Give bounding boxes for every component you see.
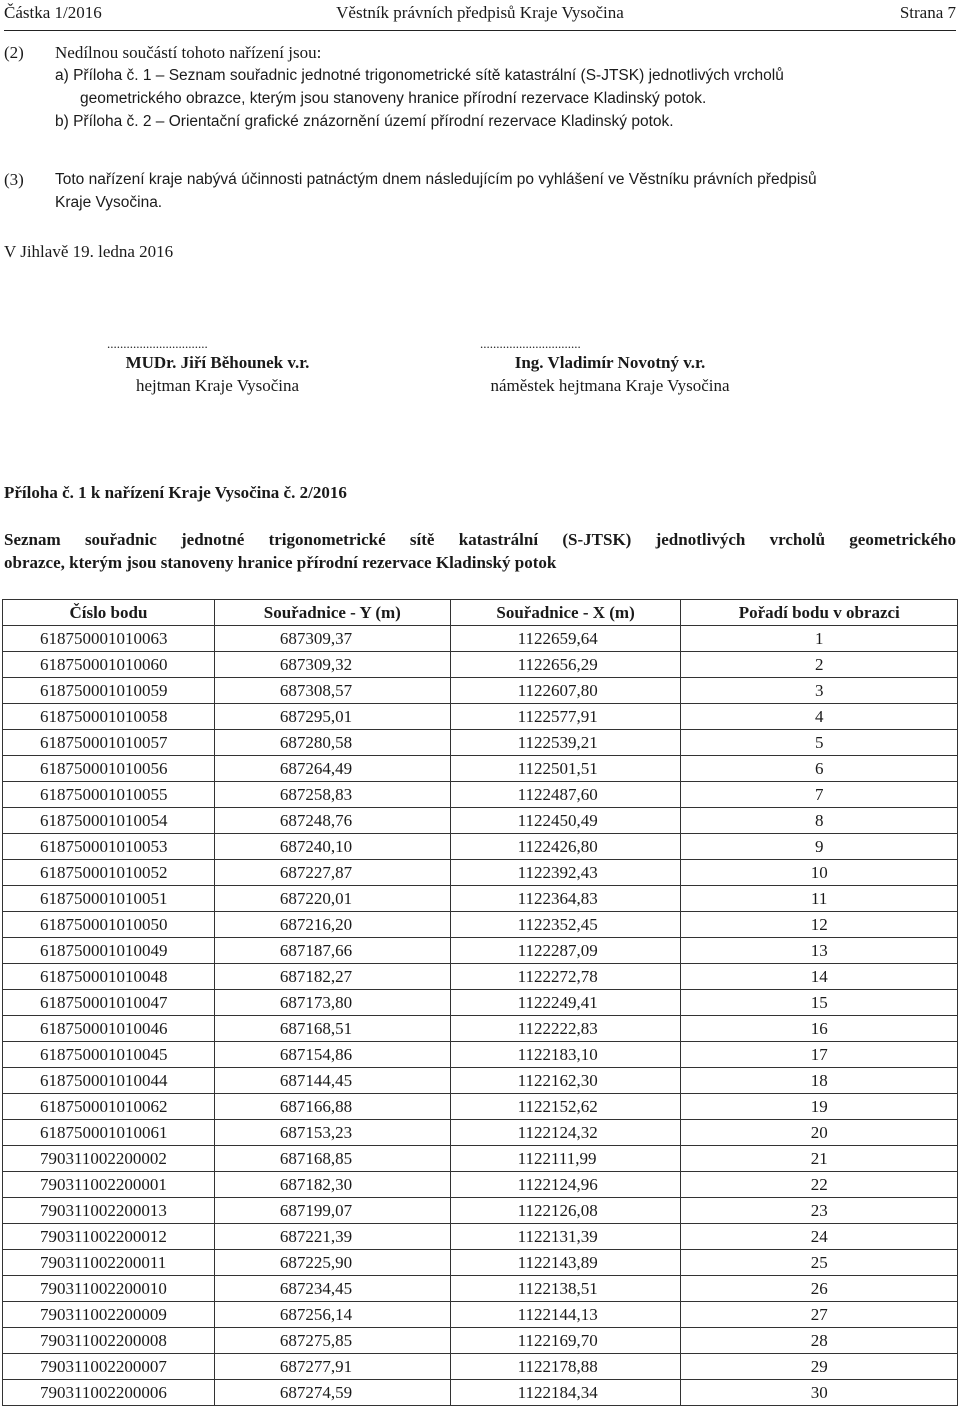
point-number-cell: 790311002200006: [3, 1380, 215, 1406]
x-coordinate-cell: 1122183,10: [450, 1042, 681, 1068]
table-row: [3, 1198, 958, 1224]
header-point-number: Číslo bodu: [3, 600, 215, 626]
point-order-cell: 5: [681, 730, 958, 756]
y-coordinate-cell: 687225,90: [214, 1250, 450, 1276]
table-row: [3, 1016, 958, 1042]
y-coordinate-cell: 687240,10: [214, 834, 450, 860]
y-coordinate-cell: 687275,85: [214, 1328, 450, 1354]
x-coordinate-cell: 1122352,45: [450, 912, 681, 938]
y-coordinate-cell: 687295,01: [214, 704, 450, 730]
signature-2-dots: ...............................: [480, 336, 581, 351]
x-coordinate-cell: 1122249,41: [450, 990, 681, 1016]
item-a-line-1: a) Příloha č. 1 – Seznam souřadnic jednotné trigonometrické sítě katastrální (S-JTSK) jednotlivých vrcholů: [55, 67, 784, 84]
signature-1-role: hejtman Kraje Vysočina: [135, 376, 300, 395]
table-row: [3, 860, 958, 886]
point-order-cell: 9: [681, 834, 958, 860]
point-order-cell: 7: [681, 782, 958, 808]
x-coordinate-cell: 1122178,88: [450, 1354, 681, 1380]
table-row: [3, 990, 958, 1016]
point-number-cell: 618750001010054: [3, 808, 215, 834]
header-point-order: Pořadí bodu v obrazci: [681, 600, 958, 626]
y-coordinate-cell: 687144,45: [214, 1068, 450, 1094]
x-coordinate-cell: 1122138,51: [450, 1276, 681, 1302]
point-order-cell: 6: [681, 756, 958, 782]
x-coordinate-cell: 1122184,34: [450, 1380, 681, 1406]
point-number-cell: 618750001010049: [3, 938, 215, 964]
x-coordinate-cell: 1122450,49: [450, 808, 681, 834]
point-order-cell: 30: [681, 1380, 958, 1406]
point-number-cell: 618750001010055: [3, 782, 215, 808]
x-coordinate-cell: 1122577,91: [450, 704, 681, 730]
point-number-cell: 790311002200013: [3, 1198, 215, 1224]
x-coordinate-cell: 1122144,13: [450, 1302, 681, 1328]
point-number-cell: 618750001010048: [3, 964, 215, 990]
y-coordinate-cell: 687309,32: [214, 652, 450, 678]
annex-subtitle-line-1: Seznam souřadnic jednotné trigonometrické sítě katastrální (S-JTSK) jednotlivých vrcholů geometrického: [4, 530, 956, 549]
y-coordinate-cell: 687234,45: [214, 1276, 450, 1302]
x-coordinate-cell: 1122607,80: [450, 678, 681, 704]
section-2-body: [55, 41, 956, 133]
table-row: [3, 652, 958, 678]
point-order-cell: 18: [681, 1068, 958, 1094]
table-row: [3, 1094, 958, 1120]
table-row: [3, 1068, 958, 1094]
table-row: [3, 1172, 958, 1198]
point-order-cell: 24: [681, 1224, 958, 1250]
x-coordinate-cell: 1122169,70: [450, 1328, 681, 1354]
point-order-cell: 15: [681, 990, 958, 1016]
x-coordinate-cell: 1122364,83: [450, 886, 681, 912]
point-order-cell: 1: [681, 626, 958, 652]
point-number-cell: 618750001010051: [3, 886, 215, 912]
table-row: [3, 1120, 958, 1146]
signature-1-dots: ...............................: [107, 336, 208, 351]
point-number-cell: 790311002200002: [3, 1146, 215, 1172]
annex-subtitle-line-2: obrazce, kterým jsou stanoveny hranice přírodní rezervace Kladinský potok: [4, 553, 557, 572]
y-coordinate-cell: 687168,85: [214, 1146, 450, 1172]
issue-number: Částka 1/2016: [4, 3, 102, 22]
point-number-cell: 618750001010052: [3, 860, 215, 886]
journal-title: Věstník právních předpisů Kraje Vysočina: [336, 3, 624, 22]
point-order-cell: 20: [681, 1120, 958, 1146]
y-coordinate-cell: 687274,59: [214, 1380, 450, 1406]
point-order-cell: 2: [681, 652, 958, 678]
table-row: [3, 808, 958, 834]
table-row: [3, 678, 958, 704]
point-number-cell: 618750001010045: [3, 1042, 215, 1068]
y-coordinate-cell: 687187,66: [214, 938, 450, 964]
table-row: [3, 1328, 958, 1354]
table-row: [3, 912, 958, 938]
point-number-cell: 618750001010059: [3, 678, 215, 704]
page-header: [4, 3, 956, 29]
x-coordinate-cell: 1122392,43: [450, 860, 681, 886]
header-x-coordinate: Souřadnice - X (m): [450, 600, 681, 626]
y-coordinate-cell: 687154,86: [214, 1042, 450, 1068]
x-coordinate-cell: 1122152,62: [450, 1094, 681, 1120]
y-coordinate-cell: 687173,80: [214, 990, 450, 1016]
point-number-cell: 618750001010044: [3, 1068, 215, 1094]
x-coordinate-cell: 1122143,89: [450, 1250, 681, 1276]
x-coordinate-cell: 1122501,51: [450, 756, 681, 782]
y-coordinate-cell: 687264,49: [214, 756, 450, 782]
x-coordinate-cell: 1122272,78: [450, 964, 681, 990]
y-coordinate-cell: 687168,51: [214, 1016, 450, 1042]
table-row: [3, 1042, 958, 1068]
y-coordinate-cell: 687220,01: [214, 886, 450, 912]
point-order-cell: 4: [681, 704, 958, 730]
header-y-coordinate: Souřadnice - Y (m): [214, 600, 450, 626]
point-order-cell: 23: [681, 1198, 958, 1224]
header-rule: [4, 30, 956, 31]
table-row: [3, 1276, 958, 1302]
point-order-cell: 17: [681, 1042, 958, 1068]
point-number-cell: 618750001010063: [3, 626, 215, 652]
x-coordinate-cell: 1122162,30: [450, 1068, 681, 1094]
point-number-cell: 790311002200011: [3, 1250, 215, 1276]
item-b: b) Příloha č. 2 – Orientační grafické znázornění území přírodní rezervace Kladinský potok.: [55, 113, 674, 130]
point-number-cell: 618750001010050: [3, 912, 215, 938]
x-coordinate-cell: 1122126,08: [450, 1198, 681, 1224]
point-number-cell: 618750001010062: [3, 1094, 215, 1120]
x-coordinate-cell: 1122124,96: [450, 1172, 681, 1198]
signature-2-name: Ing. Vladimír Novotný v.r.: [514, 353, 706, 372]
table-header-row: [3, 600, 958, 626]
page-number: Strana 7: [899, 3, 956, 22]
point-number-cell: 618750001010047: [3, 990, 215, 1016]
point-number-cell: 618750001010058: [3, 704, 215, 730]
point-order-cell: 25: [681, 1250, 958, 1276]
point-order-cell: 29: [681, 1354, 958, 1380]
point-order-cell: 14: [681, 964, 958, 990]
signature-2: [440, 337, 780, 397]
table-row: [3, 964, 958, 990]
table-row: [3, 1354, 958, 1380]
x-coordinate-cell: 1122487,60: [450, 782, 681, 808]
x-coordinate-cell: 1122222,83: [450, 1016, 681, 1042]
item-a-line-2: geometrického obrazce, kterým jsou stanoveny hranice přírodní rezervace Kladinský potok.: [80, 90, 707, 107]
point-order-cell: 28: [681, 1328, 958, 1354]
table-row: [3, 756, 958, 782]
x-coordinate-cell: 1122124,32: [450, 1120, 681, 1146]
table-row: [3, 626, 958, 652]
x-coordinate-cell: 1122659,64: [450, 626, 681, 652]
table-row: [3, 782, 958, 808]
table-body: [3, 626, 958, 1406]
table-row: [3, 704, 958, 730]
point-number-cell: 790311002200012: [3, 1224, 215, 1250]
annex-title: Příloha č. 1 k nařízení Kraje Vysočina č. 2/2016: [4, 483, 347, 502]
x-coordinate-cell: 1122287,09: [450, 938, 681, 964]
point-order-cell: 11: [681, 886, 958, 912]
place-date: V Jihlavě 19. ledna 2016: [4, 242, 174, 261]
point-order-cell: 27: [681, 1302, 958, 1328]
point-number-cell: 618750001010046: [3, 1016, 215, 1042]
table-row: [3, 938, 958, 964]
y-coordinate-cell: 687280,58: [214, 730, 450, 756]
y-coordinate-cell: 687182,30: [214, 1172, 450, 1198]
signature-1-name: MUDr. Jiří Běhounek v.r.: [125, 353, 310, 372]
point-order-cell: 19: [681, 1094, 958, 1120]
section-2-intro: Nedílnou součástí tohoto nařízení jsou:: [55, 43, 322, 62]
signature-2-role: náměstek hejtmana Kraje Vysočina: [490, 376, 730, 395]
point-number-cell: 790311002200001: [3, 1172, 215, 1198]
y-coordinate-cell: 687309,37: [214, 626, 450, 652]
point-number-cell: 790311002200009: [3, 1302, 215, 1328]
y-coordinate-cell: 687227,87: [214, 860, 450, 886]
section-3-body: [55, 168, 956, 214]
y-coordinate-cell: 687199,07: [214, 1198, 450, 1224]
y-coordinate-cell: 687182,27: [214, 964, 450, 990]
y-coordinate-cell: 687166,88: [214, 1094, 450, 1120]
point-order-cell: 21: [681, 1146, 958, 1172]
point-number-cell: 618750001010061: [3, 1120, 215, 1146]
section-3-line-2: Kraje Vysočina.: [55, 194, 163, 211]
point-order-cell: 12: [681, 912, 958, 938]
x-coordinate-cell: 1122426,80: [450, 834, 681, 860]
x-coordinate-cell: 1122656,29: [450, 652, 681, 678]
y-coordinate-cell: 687248,76: [214, 808, 450, 834]
point-order-cell: 3: [681, 678, 958, 704]
point-number-cell: 618750001010060: [3, 652, 215, 678]
table-row: [3, 834, 958, 860]
point-number-cell: 618750001010053: [3, 834, 215, 860]
point-order-cell: 13: [681, 938, 958, 964]
point-order-cell: 10: [681, 860, 958, 886]
table-row: [3, 1146, 958, 1172]
y-coordinate-cell: 687258,83: [214, 782, 450, 808]
point-number-cell: 618750001010057: [3, 730, 215, 756]
point-order-cell: 22: [681, 1172, 958, 1198]
point-number-cell: 618750001010056: [3, 756, 215, 782]
signature-1: [95, 337, 340, 397]
section-2-number: (2): [4, 43, 24, 62]
y-coordinate-cell: 687256,14: [214, 1302, 450, 1328]
point-order-cell: 26: [681, 1276, 958, 1302]
x-coordinate-cell: 1122539,21: [450, 730, 681, 756]
table-row: [3, 1380, 958, 1406]
y-coordinate-cell: 687221,39: [214, 1224, 450, 1250]
table-row: [3, 886, 958, 912]
point-number-cell: 790311002200008: [3, 1328, 215, 1354]
section-3-number: (3): [4, 170, 24, 189]
table-row: [3, 1250, 958, 1276]
table-row: [3, 1302, 958, 1328]
table-row: [3, 730, 958, 756]
annex-subtitle: [4, 528, 956, 574]
table-row: [3, 1224, 958, 1250]
coordinates-table: [2, 599, 958, 1406]
y-coordinate-cell: 687308,57: [214, 678, 450, 704]
x-coordinate-cell: 1122131,39: [450, 1224, 681, 1250]
y-coordinate-cell: 687277,91: [214, 1354, 450, 1380]
section-3-line-1: Toto nařízení kraje nabývá účinnosti patnáctým dnem následujícím po vyhlášení ve Věstníku právních předpisů: [55, 171, 817, 188]
point-number-cell: 790311002200010: [3, 1276, 215, 1302]
point-number-cell: 790311002200007: [3, 1354, 215, 1380]
point-order-cell: 8: [681, 808, 958, 834]
x-coordinate-cell: 1122111,99: [450, 1146, 681, 1172]
y-coordinate-cell: 687216,20: [214, 912, 450, 938]
point-order-cell: 16: [681, 1016, 958, 1042]
y-coordinate-cell: 687153,23: [214, 1120, 450, 1146]
